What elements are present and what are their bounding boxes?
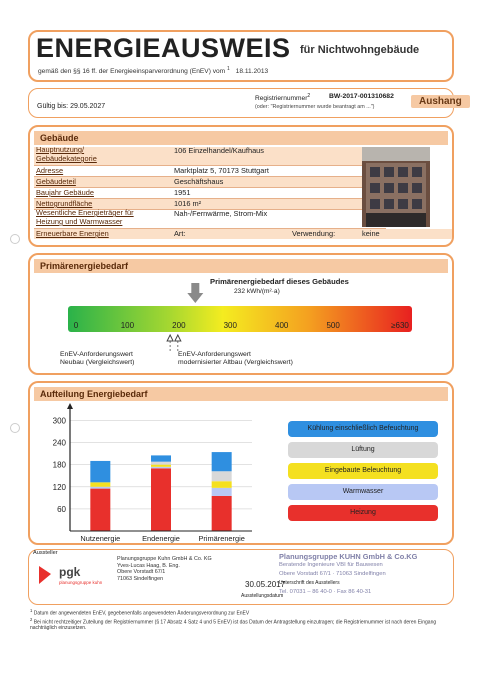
- y-tick-label: 180: [52, 460, 66, 470]
- row-label: Wesentliche Energieträger für: [36, 208, 134, 217]
- registration-label: Registriernummer$^2$: [255, 93, 311, 103]
- bar-segment: [151, 468, 171, 531]
- row-label: Gebäudekategorie: [36, 154, 97, 163]
- row-year: [34, 188, 386, 199]
- scale-tick-label: 300: [223, 321, 237, 330]
- scale-tick-label: 0: [73, 321, 79, 330]
- y-tick-label: 120: [52, 482, 66, 492]
- row-label: Adresse: [36, 166, 64, 175]
- row-label: Heizung und Warmwasser: [36, 217, 123, 226]
- row-label: Gebäudeteil: [36, 177, 76, 186]
- legend-item: Eingebaute Beleuchtung: [288, 463, 438, 479]
- bar-segment: [151, 467, 171, 468]
- row-value: Geschäftshaus: [174, 177, 224, 186]
- bar-segment: [151, 462, 171, 465]
- row-usage: [34, 147, 386, 166]
- row-extra-label: Verwendung:: [292, 229, 336, 238]
- footnotes: [30, 608, 450, 631]
- validity-box: [28, 88, 462, 118]
- row-label: Hauptnutzung/: [36, 145, 85, 154]
- issuer-address: Planungsgruppe Kuhn GmbH & Co. KG Yves-Lucas Haag, B. Eng. Obere Vorstadt 67/1 71063 Sindelfingen: [117, 556, 212, 582]
- valid-until: Gültig bis: 29.05.2027: [37, 103, 106, 110]
- bar-segment: [212, 488, 232, 496]
- bar-segment: [151, 465, 171, 467]
- energy-distribution-chart: [30, 383, 270, 547]
- issuer-heading: Aussteller: [33, 550, 58, 556]
- y-tick-label: 240: [52, 438, 66, 448]
- row-value: 1951: [174, 188, 191, 197]
- punch-hole: [10, 234, 20, 244]
- row-value: Nah-/Fernwärme, Strom-Mix: [174, 209, 268, 218]
- building-value-arrow: [187, 283, 203, 303]
- bar-segment: [212, 496, 232, 531]
- footnote-1: $^1$ Datum der angewendeten EnEV, gegebenenfalls angewendeten Änderungsverordnung zur EnEV: [30, 608, 250, 617]
- display-type: Aushang: [411, 95, 470, 108]
- row-renewables: [34, 229, 452, 239]
- building-section: [28, 125, 454, 247]
- certificate-title: ENERGIEAUSWEIS: [36, 33, 291, 63]
- issuer-section: [28, 549, 454, 605]
- bar-segment: [212, 452, 232, 471]
- chart-legend: [288, 421, 438, 526]
- y-axis-arrow: [67, 403, 73, 409]
- issuer-logo-text: pgk: [59, 565, 81, 579]
- row-address: [34, 166, 386, 177]
- distribution-heading: Aufteilung Energiebedarf: [34, 387, 448, 401]
- scale-tick-label: 100: [120, 321, 135, 330]
- header-box: [28, 30, 454, 82]
- row-value: Marktplatz 5, 70173 Stuttgart: [174, 166, 269, 175]
- bar-segment: [90, 461, 110, 482]
- reference-new-arrow: [167, 335, 173, 341]
- punch-hole: [10, 423, 20, 433]
- legend-item: Lüftung: [288, 442, 438, 458]
- row-label: Erneuerbare Energien: [36, 229, 109, 238]
- issuer-logo-sub: planungsgruppe kuhn: [59, 580, 103, 585]
- row-label: Baujahr Gebäude: [36, 188, 94, 197]
- issuer-stamp: Planungsgruppe KUHN GmbH & Co.KG Beratende Ingenieure VBI für Bauwesen Obere Vorstadt 67/1 · 71063 Sindelfingen Unterschrift des Ausstellers Tel. 07031 – 86 40-0 · Fax 86 40-31: [279, 552, 418, 595]
- reference-old-label: EnEV-Anforderungswert modernisierter Altbau (Vergleichswert): [178, 351, 293, 366]
- bar-segment: [151, 455, 171, 461]
- scale-bar: [68, 306, 412, 332]
- reference-old-arrow: [175, 335, 181, 341]
- issuer-logo: [37, 562, 107, 588]
- category-label: Endenergie: [142, 534, 180, 543]
- primary-energy-heading: Primärenergiebedarf: [34, 259, 448, 273]
- row-building-part: [34, 177, 386, 188]
- registration-number: BW-2017-001310682: [329, 93, 394, 100]
- scale-tick-label: 200: [172, 321, 186, 330]
- issue-date: 30.05.2017: [245, 580, 286, 589]
- bar-segment: [212, 471, 232, 481]
- y-tick-label: 60: [57, 504, 66, 514]
- row-value: 106 Einzelhandel/Kaufhaus: [174, 146, 264, 155]
- primary-energy-value: 232 kWh/(m²·a): [234, 288, 280, 295]
- issue-date-label: Ausstellungsdatum: [241, 593, 284, 599]
- row-value: 1016 m²: [174, 199, 202, 208]
- row-value: Art:: [174, 229, 186, 238]
- legend-item: Heizung: [288, 505, 438, 521]
- footnote-2: $^2$ Bei nicht rechtzeitiger Zuteilung der Registriernummer (§ 17 Absatz 4 Satz 4 und 5 EnEV) ist das Datum der Antragstellung einzutragen; die Registriernummer ist nach deren Eingang nachträglich einzusetzen.: [30, 616, 437, 632]
- category-label: Nutzenergie: [80, 534, 121, 543]
- primary-energy-caption: Primärenergiebedarf dieses Gebäudes: [210, 277, 349, 286]
- row-label: Nettogrundfläche: [36, 199, 93, 208]
- primary-energy-section: [28, 253, 454, 375]
- row-extra-value: keine: [362, 229, 380, 238]
- building-heading: Gebäude: [34, 131, 448, 145]
- scale-tick-label: 400: [275, 321, 289, 330]
- registration-note: (oder: "Registriernummer wurde beantragt am ..."): [255, 104, 375, 110]
- legend-item: Kühlung einschließlich Befeuchtung: [288, 421, 438, 437]
- y-tick-label: 300: [52, 416, 66, 426]
- distribution-section: [28, 381, 454, 545]
- legal-basis: gemäß den §§ 16 ff. der Energieeinsparverordnung (EnEV) vom $^1$ 18.11.2013: [38, 66, 269, 76]
- reference-new-label: EnEV-Anforderungswert Neubau (Vergleichswert): [60, 351, 135, 366]
- building-photo: [362, 147, 430, 227]
- bar-segment: [90, 482, 110, 486]
- bar-segment: [90, 489, 110, 531]
- row-energy-carriers: [34, 210, 386, 229]
- scale-tick-label: 500: [326, 321, 340, 330]
- certificate-subtitle: für Nichtwohngebäude: [300, 44, 420, 56]
- scale-tick-label: ≥630: [391, 321, 409, 330]
- bar-segment: [90, 487, 110, 489]
- bar-segment: [212, 481, 232, 488]
- legend-item: Warmwasser: [288, 484, 438, 500]
- category-label: Primärenergie: [198, 534, 245, 543]
